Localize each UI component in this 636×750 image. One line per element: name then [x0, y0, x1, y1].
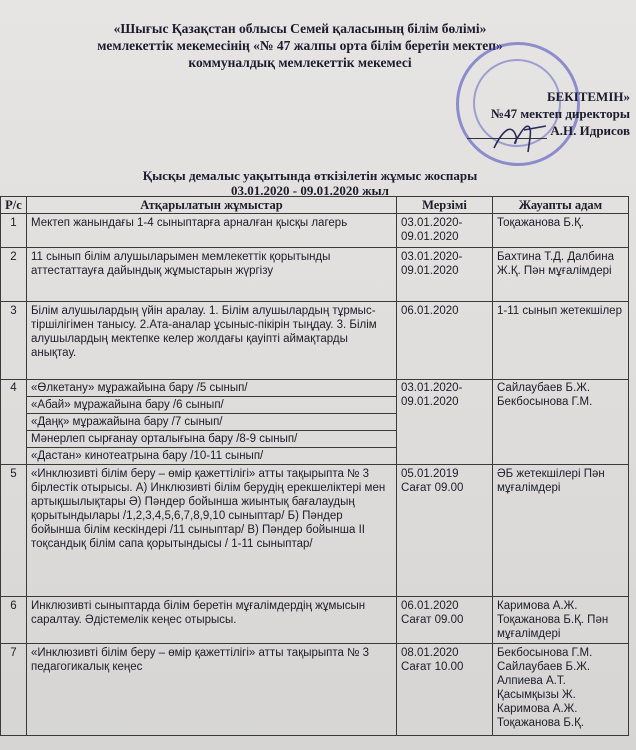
row-responsible: 1-11 сынып жетекшілер	[493, 302, 629, 380]
row-date: 08.01.2020 Сағат 10.00	[397, 644, 493, 736]
excursion-item: Мәнерлеп сырғанау орталығына бару /8-9 сынып/	[27, 431, 397, 448]
row-date: 06.01.2020 Сағат 09.00	[397, 597, 493, 644]
header-date: Мерзімі	[397, 197, 493, 214]
row-date: 03.01.2020-09.01.2020	[397, 214, 493, 248]
row-work: «Инклюзивті білім беру – өмір қажеттілігі» атты тақырыпта № 3 педагогикалық кеңес	[27, 644, 397, 736]
row-responsible: Бекбосынова Г.М. Сайлаубаев Б.Ж. Алпиева А.Т. Қасымқызы Ж. Каримова А.Ж. Тоқажанова Б.Қ.	[493, 644, 629, 736]
row-work: Инклюзивті сыныптарда білім беретін мұғалімдердің жұмысын саралтау. Әдістемелік кеңес отырысы.	[27, 597, 397, 644]
table-row	[1, 644, 629, 736]
plan-title-line-2: 03.01.2020 - 09.01.2020 жыл	[231, 183, 389, 198]
excursion-item: «Абай» мұражайына бару /6 сынып/	[27, 397, 397, 414]
row-date: 05.01.2019 Сағат 09.00	[397, 465, 493, 597]
row-num: 6	[1, 597, 27, 644]
table-row	[1, 380, 629, 397]
excursion-item: «Даңқ» мұражайына бару /7 сынып/	[27, 414, 397, 431]
row-work: «Инклюзивті білім беру – өмір қажеттілігі» атты тақырыпта № 3 бірлестік отырысы. А) Инклюзивті білім берудің ерекшеліктері мен артықшылықтары Ә) Пәндер бойынша жиынтық бағалаудың қорытындылары /1,2,3,4,5,6,7,8,9,10 сыныптар/ Б) Пәндер бойынша білім кескіндері /11 сыныптар/ В) Пәндер бойынша II тоқсандық білім сапа қорытындысы / 1-11 сыныптар/	[27, 465, 397, 597]
table-row	[1, 248, 629, 302]
plan-title-line-1: Қысқы демалыс уақытында өткізілетін жұмыс жоспары	[142, 168, 478, 183]
plan-table	[0, 196, 629, 736]
row-responsible: Тоқажанова Б.Қ.	[493, 214, 629, 248]
excursion-item: «Дастан» кинотеатрына бару /10-11 сынып/	[27, 448, 397, 465]
approval-name: А.Н. Идрисов	[550, 123, 630, 138]
row-num: 4	[1, 380, 27, 465]
header-line-1: «Шығыс Қазақстан облысы Семей қаласының білім бөлімі»	[113, 21, 487, 36]
plan-title	[60, 168, 560, 198]
table-header-row	[1, 197, 629, 214]
header-num: Р/с	[1, 197, 27, 214]
header-responsible: Жауапты адам	[493, 197, 629, 214]
row-responsible: ӘБ жетекшілері Пән мұғалімдері	[493, 465, 629, 597]
row-num: 1	[1, 214, 27, 248]
header-line-2: мемлекеттік мекемесінің «№ 47 жалпы орта білім беретін мектеп»	[97, 38, 503, 53]
row-date: 03.01.2020-09.01.2020	[397, 380, 493, 465]
excursion-item: «Өлкетану» мұражайына бару /5 сынып/	[27, 380, 397, 397]
table-row	[1, 597, 629, 644]
row-work: Мектеп жанындағы 1-4 сыныптарға арналған қысқы лагерь	[27, 214, 397, 248]
table-row	[1, 302, 629, 380]
table-row	[1, 214, 629, 248]
row-work: 11 сынып білім алушыларымен мемлекеттік қорытынды аттестаттауға дайындық жұмыстарын жүргізу	[27, 248, 397, 302]
signature	[490, 118, 550, 154]
row-responsible: Каримова А.Ж. Тоқажанова Б.Қ. Пән мұғалімдері	[493, 597, 629, 644]
row-num: 5	[1, 465, 27, 597]
row-date: 06.01.2020	[397, 302, 493, 380]
header-work: Атқарылатын жұмыстар	[27, 197, 397, 214]
header	[60, 20, 540, 71]
row-responsible: Бахтина Т.Д. Далбина Ж.Қ. Пән мұғалімдері	[493, 248, 629, 302]
approval-label: БЕКІТЕМІН»	[546, 89, 630, 104]
table-row	[1, 465, 629, 597]
row-date: 03.01.2020-09.01.2020	[397, 248, 493, 302]
approval-position: №47 мектеп директоры	[491, 106, 630, 121]
row-responsible: Сайлаубаев Б.Ж. Бекбосынова Г.М.	[493, 380, 629, 465]
row-num: 7	[1, 644, 27, 736]
header-line-3: коммуналдық мемлекеттік мекемесі	[188, 55, 412, 70]
row-work: Білім алушылардың үйін аралау. 1. Білім алушылардың тұрмыс-тіршілігімен танысу. 2.Ата-аналар ұсыныс-пікірін тыңдау. 3. Білім алушылардың мектепке келер жолдағы қауіпті аймақтарды анықтау.	[27, 302, 397, 380]
row-num: 3	[1, 302, 27, 380]
row-num: 2	[1, 248, 27, 302]
